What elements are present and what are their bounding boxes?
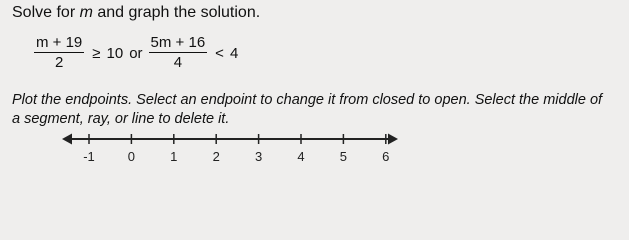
tick-label: 2 (212, 149, 220, 164)
compound-inequality (32, 34, 244, 72)
inequality-2-fraction (149, 35, 208, 71)
inequality-1-value: 10 (106, 44, 124, 62)
left-arrow-icon (62, 134, 72, 145)
tick-label: 5 (339, 149, 348, 164)
tick-label: 3 (254, 149, 263, 164)
inequality-1-numerator: m + 19 (36, 34, 83, 51)
inequality-1-denominator: 2 (54, 54, 64, 71)
tick-label: 0 (127, 149, 136, 164)
graph-instructions-line-2: a segment, ray, or line to delete it. (12, 111, 230, 127)
right-arrow-icon (388, 134, 398, 145)
instruction-prefix: Solve for (12, 4, 80, 21)
inequality-1-fraction (34, 35, 84, 71)
instruction-suffix: and graph the solution. (92, 4, 261, 21)
tick-label: 4 (297, 149, 305, 164)
inequality-2-denominator: 4 (173, 54, 183, 71)
instruction-text (12, 4, 260, 22)
tick-label: 6 (382, 149, 390, 164)
inequality-2-operator: < (215, 44, 224, 62)
inequality-2-value: 4 (229, 44, 239, 62)
graph-instructions (12, 91, 624, 129)
inequality-2-numerator: 5m + 16 (150, 34, 206, 51)
tick-label: -1 (83, 149, 95, 164)
instruction-variable: m (79, 4, 93, 21)
tick-label: 1 (170, 149, 178, 164)
number-line[interactable] (60, 128, 400, 174)
graph-instructions-line-1: Plot the endpoints. Select an endpoint to change it from closed to open. Select the middle of (12, 92, 603, 108)
inequality-1-operator: ≥ (92, 44, 101, 62)
connector-word: or (129, 44, 143, 62)
